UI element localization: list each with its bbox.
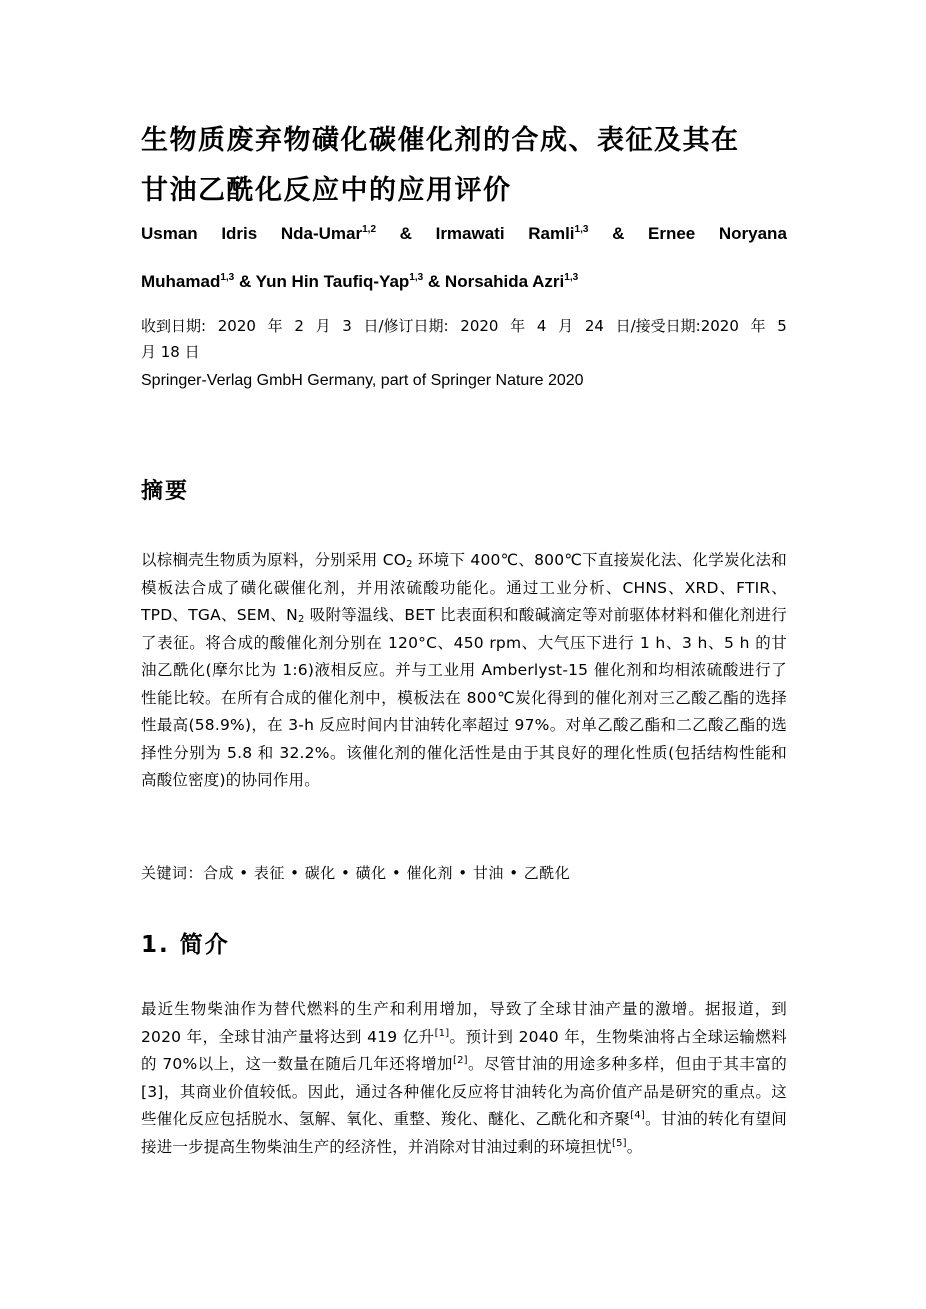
author-separator: & <box>399 224 412 243</box>
date-token: 年 <box>267 317 283 335</box>
date-token: 2020 <box>460 317 499 335</box>
date-token: 5 <box>777 317 787 335</box>
date-token: 3 <box>342 317 352 335</box>
date-token: 2 <box>294 317 304 335</box>
date-token: 日/接受日期:2020 <box>615 317 739 335</box>
intro-heading: 1. 简介 <box>141 932 230 958</box>
date-token: 月 <box>315 317 331 335</box>
date-token: 年 <box>750 317 766 335</box>
date-token: 4 <box>536 317 547 335</box>
paper-title-line-2: 甘油乙酰化反应中的应用评价 <box>141 175 512 206</box>
author-name: Muhamad <box>141 272 221 291</box>
author-word: Irmawati <box>435 224 505 243</box>
date-token: 月 <box>558 317 574 335</box>
date-token: 年 <box>510 317 526 335</box>
author-word: Nda-Umar$^{1,2}$ <box>280 224 377 243</box>
subscript: 2 <box>406 559 413 570</box>
date-token: 日/修订日期: <box>363 317 449 335</box>
author-word: Usman <box>141 224 198 243</box>
citation-ref[interactable]: [2] <box>453 1055 468 1066</box>
author-name: & Norsahida Azri <box>423 272 565 291</box>
author-word: Idris <box>221 224 258 243</box>
date-token: 收到日期: <box>141 317 207 335</box>
publisher-line: Springer-Verlag GmbH Germany, part of Springer Nature 2020 <box>141 372 584 389</box>
author-name: & Yun Hin Taufiq-Yap <box>234 272 410 291</box>
received-dates <box>141 313 787 365</box>
dates-line-2: 月 18 日 <box>141 343 200 361</box>
citation-ref[interactable]: [4] <box>630 1110 645 1121</box>
citation-ref[interactable]: [5] <box>612 1137 627 1149</box>
author-line-2 <box>141 272 578 292</box>
citation-ref[interactable]: [1] <box>434 1027 450 1039</box>
author-word: Ramli$^{1,3}$ <box>528 224 589 243</box>
author-line-1 <box>141 224 787 244</box>
date-token: 2020 <box>217 317 256 335</box>
affiliation-mark: 1,3 <box>564 272 579 283</box>
subscript: 2 <box>297 614 305 625</box>
intro-paragraph: 最近生物柴油作为替代燃料的生产和利用增加，导致了全球甘油产量的激增。据报道，到 2020 年，全球甘油产量将达到 419 亿升[1]。预计到 2040 年，生物柴油将占全球运输燃料的 70%以上，这一数量在随后几年还将增加[2]。尽管甘油的用途多种多样，但由于其丰富的[3]，其商业价值较低。因此，通过各种催化反应将甘油转化为高价值产品是研究的重点。这些催化反应包括脱水、氢解、氧化、重整、羧化、醚化、乙酰化和齐聚[4]。甘油的转化有望间接进一步提高生物柴油生产的经济性，并消除对甘油过剩的环境担忧[5]。 <box>141 1000 787 1156</box>
author-word: Noryana <box>718 224 787 243</box>
author-separator: & <box>612 224 625 243</box>
affiliation-mark: 1,3 <box>574 224 589 235</box>
affiliation-mark: 1,3 <box>409 272 424 283</box>
paper-title-line-1: 生物质废弃物磺化碳催化剂的合成、表征及其在 <box>141 125 740 156</box>
abstract-paragraph: 以棕榈壳生物质为原料，分别采用 $CO_2$ 环境下 400℃、800℃下直接炭化法、化学炭化法和模板法合成了磺化碳催化剂，并用浓硫酸功能化。通过工业分析、CHNS、XRD、FTIR、TPD、TGA、SEM、$N_2$ 吸附等温线、BET 比表面积和酸碱滴定等对前驱体材料和催化剂进行了表征。将合成的酸催化剂分别在 120°C、450 rpm、大气压下进行 1 h、3 h、5 h 的甘油乙酰化(摩尔比为 1:6)液相反应。并与工业用 Amberlyst-15 催化剂和均相浓硫酸进行了性能比较。在所有合成的催化剂中，模板法在 800℃炭化得到的催化剂对三乙酸乙酯的选择性最高(58.9%)，在 3-h 反应时间内甘油转化率超过 97%。对单乙酸乙酯和二乙酸乙酯的选择性分别为 5.8 和 32.2%。该催化剂的催化活性是由于其良好的理化性质(包括结构性能和高酸位密度)的协同作用。 <box>141 551 787 789</box>
date-token: 24 <box>584 317 604 335</box>
dates-line-1 <box>141 313 787 339</box>
keywords-line: 关键词：合成 • 表征 • 碳化 • 磺化 • 催化剂 • 甘油 • 乙酰化 <box>141 864 571 882</box>
affiliation-mark: 1,2 <box>362 224 377 235</box>
author-word: Ernee <box>647 224 696 243</box>
affiliation-mark: 1,3 <box>220 272 235 283</box>
abstract-heading: 摘要 <box>141 479 190 504</box>
